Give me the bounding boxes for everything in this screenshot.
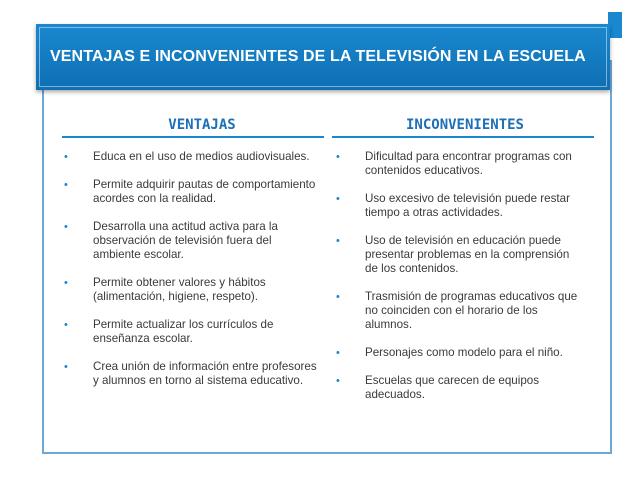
list-item-text: Dificultad para encontrar programas con contenidos educativos.: [365, 150, 572, 177]
list-item: [336, 374, 582, 402]
list-item: [336, 192, 582, 220]
list-item: [336, 346, 582, 360]
list-item: [64, 178, 320, 206]
list-item: [64, 360, 320, 388]
ventajas-heading: VENTAJAS: [168, 117, 236, 133]
bullet-icon: •: [336, 151, 340, 163]
list-item: [336, 290, 582, 332]
list-item: [64, 150, 320, 164]
list-item-text: Escuelas que carecen de equipos adecuados.: [365, 374, 540, 401]
bullet-icon: •: [64, 179, 68, 191]
list-item-text: Trasmisión de programas educativos que no coinciden con el horario de los alumnos.: [365, 290, 578, 331]
list-item: [64, 276, 320, 304]
list-item: [336, 150, 582, 178]
list-item: [64, 318, 320, 346]
bullet-icon: •: [336, 347, 340, 359]
list-item-text: Permite actualizar los currículos de enseñanza escolar.: [93, 318, 274, 345]
bullet-icon: •: [64, 221, 68, 233]
bullet-icon: •: [336, 375, 340, 387]
bullet-icon: •: [336, 291, 340, 303]
list-item-text: Personajes como modelo para el niño.: [365, 346, 563, 359]
list-item-text: Crea unión de información entre profesores y alumnos en torno al sistema educativo.: [93, 360, 317, 387]
list-item-text: Permite adquirir pautas de comportamiento acordes con la realidad.: [93, 178, 316, 205]
list-item-text: Desarrolla una actitud activa para la observación de televisión fuera del ambiente escolar.: [93, 220, 278, 261]
bullet-icon: •: [336, 235, 340, 247]
list-item-text: Permite obtener valores y hábitos (alimentación, higiene, respeto).: [93, 276, 266, 303]
inconvenientes-heading: INCONVENIENTES: [405, 117, 524, 133]
bullet-icon: •: [64, 319, 68, 331]
bullet-icon: •: [336, 193, 340, 205]
list-item-text: Uso de televisión en educación puede presentar problemas en la comprensión de los contenidos.: [365, 234, 570, 275]
bullet-icon: •: [64, 277, 68, 289]
bullet-icon: •: [64, 151, 68, 163]
inconvenientes-divider: [332, 136, 594, 138]
corner-accent: [608, 12, 622, 38]
ventajas-divider: [62, 136, 324, 138]
list-item: [336, 234, 582, 276]
list-item-text: Uso excesivo de televisión puede restar tiempo a otras actividades.: [365, 192, 570, 219]
page-title: VENTAJAS E INCONVENIENTES DE LA TELEVISIÓN EN LA ESCUELA: [50, 48, 586, 65]
title-banner: [36, 24, 610, 90]
ventajas-list: [64, 150, 320, 402]
list-item-text: Educa en el uso de medios audiovisuales.: [93, 150, 310, 163]
bullet-icon: •: [64, 361, 68, 373]
list-item: [64, 220, 320, 262]
inconvenientes-list: [336, 150, 582, 416]
